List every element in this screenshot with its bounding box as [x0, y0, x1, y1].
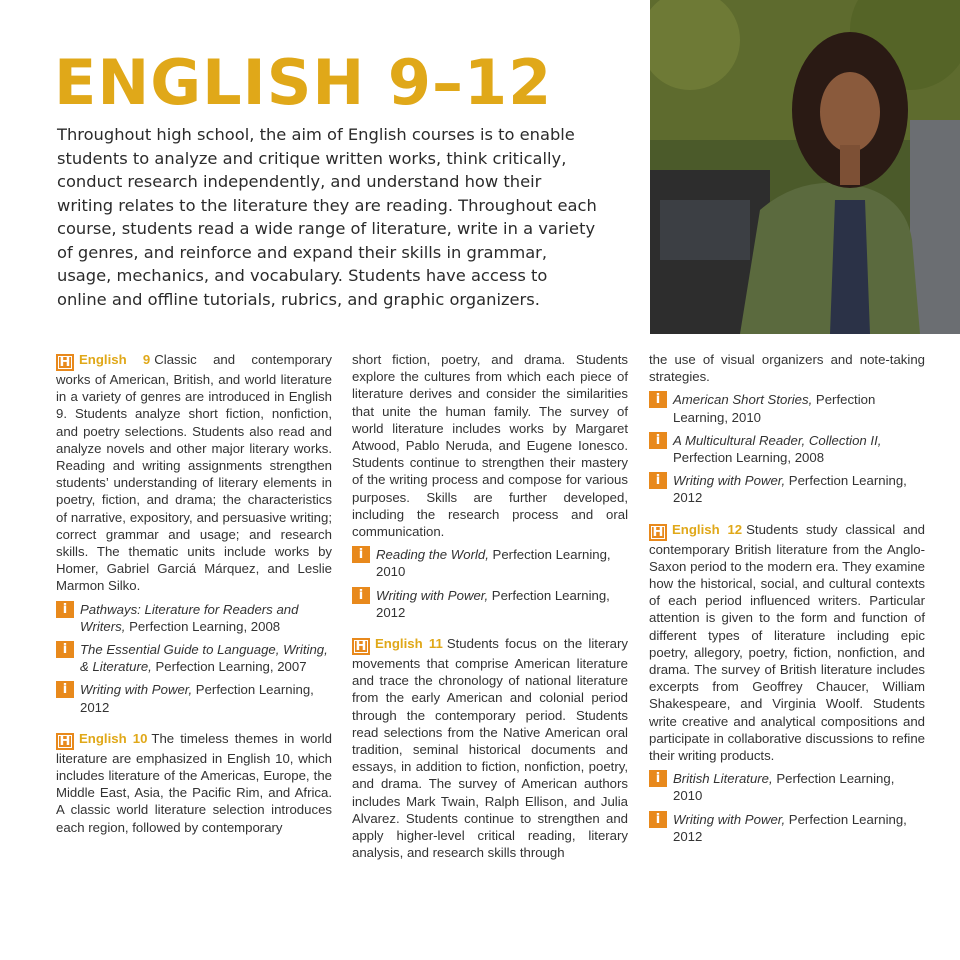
resource-publisher: Perfection Learning, 2010 — [673, 392, 876, 425]
course-english-10-continued: short fiction, poetry, and drama. Students explore the cultures from which each piece of literature derives and consider the similarities that unite the human family. The survey of world literature includes works by Margaret Atwood, Pablo Neruda, and Eugene Ionesco. Students continue to strengthen their mastery of the writing process and compose for various purposes. Skills are further developed, including the research process and oral communication. — [352, 352, 628, 540]
resource-item — [352, 546, 628, 580]
column-1 — [56, 351, 332, 836]
resource-item — [649, 811, 925, 845]
resource-title: A Multicultural Reader, Collection II, — [673, 432, 882, 448]
resource-publisher: Perfection Learning, 2012 — [673, 473, 907, 506]
resource-item — [649, 391, 925, 425]
info-i-icon: i — [56, 601, 74, 618]
resource-title: The Essential Guide to Language, Writing, & Literature, — [80, 642, 328, 675]
resource-title: Writing with Power, — [376, 587, 489, 603]
resource-publisher: Perfection Learning, 2007 — [151, 659, 307, 675]
info-i-icon: i — [649, 432, 667, 449]
course-h-icon: H — [352, 638, 370, 655]
resource-title: American Short Stories, — [673, 392, 813, 408]
info-i-icon: i — [649, 770, 667, 787]
course-description: The timeless themes in world literature are emphasized in English 10, which includes literature of the Americas, Europe, the Middle East, Asia, the Pacific Rim, and Africa. A classic world literature selection introduces each region, followed by contemporary — [56, 730, 332, 835]
student-photo — [650, 0, 960, 334]
course-name: English 10 — [79, 730, 148, 746]
page-title: ENGLISH 9–12 — [54, 46, 553, 119]
column-2 — [352, 351, 628, 861]
info-i-icon: i — [352, 546, 370, 563]
resource-title: Pathways: Literature for Readers and Writers, — [80, 601, 299, 634]
course-english-11 — [352, 635, 628, 861]
resource-item — [56, 681, 332, 715]
course-english-9 — [56, 351, 332, 595]
course-description: Classic and contemporary works of American, British, and world literature in a variety of genres are introduced in English 9. Students analyze short fiction, nonfiction, and poetry selections. Students also read and analyze novels and other major literary works. Reading and writing assignments strengthen students’ understanding of literary elements in poetry, fiction, and drama; the characteristics of narrative, expository, and persuasive writing; correct grammar and usage; and research skills. The thematic units include works by Homer, Gabriel Garciá Márquez, and Leslie Marmon Silko. — [56, 352, 332, 594]
resource-title: Reading the World, — [376, 547, 489, 563]
resource-item — [56, 641, 332, 675]
info-i-icon: i — [649, 391, 667, 408]
resource-item — [649, 472, 925, 506]
resource-publisher: Perfection Learning, 2010 — [376, 547, 611, 580]
column-3 — [649, 351, 925, 845]
resource-item — [56, 601, 332, 635]
course-name: English 9 — [79, 352, 151, 367]
course-english-10 — [56, 730, 332, 836]
info-i-icon: i — [649, 811, 667, 828]
info-i-icon: i — [56, 681, 74, 698]
resource-publisher: Perfection Learning, 2008 — [673, 450, 825, 466]
course-h-icon: H — [56, 354, 74, 371]
course-name: English 12 — [672, 521, 743, 537]
course-h-icon: H — [649, 524, 667, 541]
info-i-icon: i — [649, 472, 667, 489]
resource-item — [352, 587, 628, 621]
info-i-icon: i — [352, 587, 370, 604]
course-h-icon: H — [56, 733, 74, 750]
resource-publisher: Perfection Learning, 2008 — [125, 618, 281, 634]
resource-publisher: Perfection Learning, 2012 — [673, 811, 907, 844]
intro-paragraph: Throughout high school, the aim of English courses is to enable students to analyze and critique written works, think critically, conduct research independently, and understand how their writing relates to the literature they are reading. Throughout each course, students read a wide range of literature, write in a variety of genres, and reinforce and expand their skills in grammar, usage, mechanics, and vocabulary. Students have access to online and offline tutorials, rubrics, and graphic organizers. — [57, 125, 597, 309]
resource-title: Writing with Power, — [673, 473, 786, 489]
resource-item — [649, 770, 925, 804]
resource-title: Writing with Power, — [673, 811, 786, 827]
info-i-icon: i — [56, 641, 74, 658]
course-english-12 — [649, 521, 925, 765]
resource-publisher: Perfection Learning, 2012 — [80, 682, 314, 715]
course-description: Students focus on the literary movements that comprise American literature and trace the chronology of national literature from the early American and colonial period through the contemporary period. Students read selections from the Native American oral tradition, seminal historical documents and essays, in addition to fiction, nonfiction, poetry, and drama. The survey of American authors includes Mark Twain, Ralph Ellison, and Julia Alvarez. Students continue to strengthen and apply higher-level critical reading, literary analysis, and research skills through — [352, 636, 628, 861]
resource-title: British Literature, — [673, 771, 773, 787]
course-description: Students study classical and contemporary British literature from the Anglo-Saxon period to the modern era. They examine how the historical, social, and cultural contexts of each period influenced writers. Particular attention is given to the form and function of different types of literature including epic poetry, allegory, poetry, fiction, nonfiction, and drama. The survey of British literature includes excerpts from Geoffrey Chaucer, William Shakespeare, and Virginia Woolf. Students write creative and analytical compositions and participate in collaborative discussions to refine their writing products. — [649, 521, 925, 764]
resource-publisher: Perfection Learning, 2012 — [376, 587, 610, 620]
course-name: English 11 — [375, 636, 443, 652]
resource-publisher: Perfection Learning, 2010 — [673, 771, 895, 804]
resource-title: Writing with Power, — [80, 682, 193, 698]
course-english-11-continued: the use of visual organizers and note-taking strategies. — [649, 352, 925, 385]
resource-item — [649, 432, 925, 466]
